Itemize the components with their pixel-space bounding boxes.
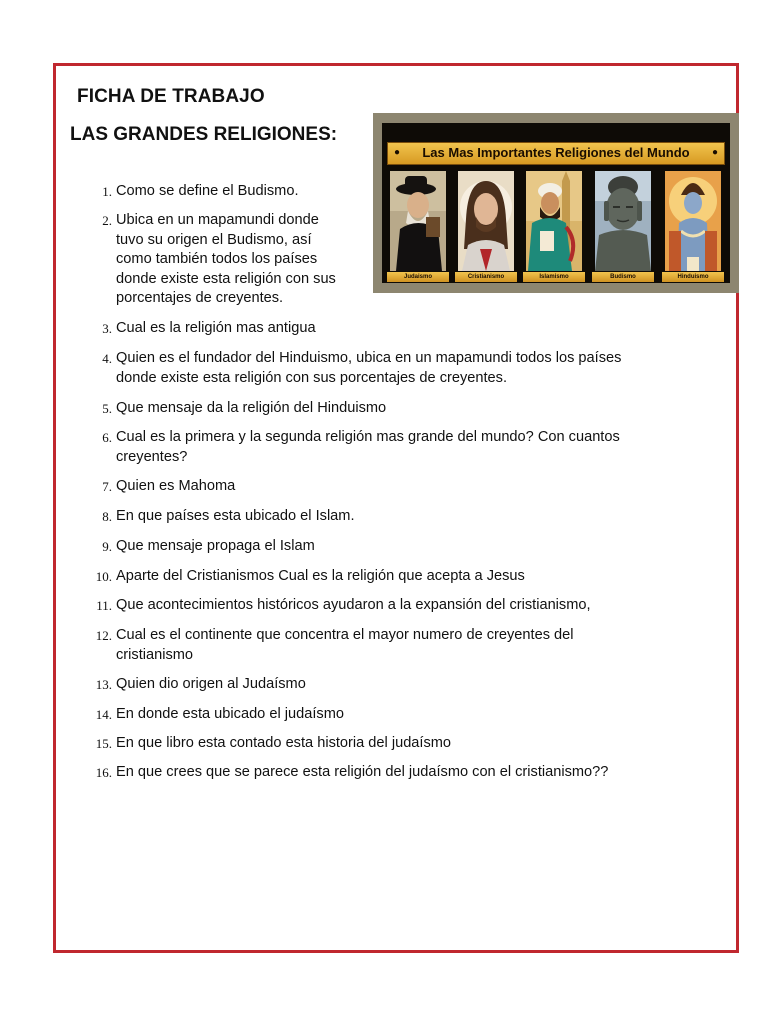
caption-budismo: [592, 272, 654, 282]
question-text: [116, 428, 730, 467]
islamic-figure-icon: [526, 171, 582, 271]
question-number: 7.: [102, 479, 112, 494]
question-text: Cual es la religión mas antigua: [116, 320, 316, 336]
question-number: 16.: [95, 765, 112, 780]
caption-text: Cristianismo: [467, 274, 505, 280]
question-text: Aparte del Cristianismos Cual es la religión que acepta a Jesus: [116, 568, 525, 584]
question-line: donde existe esta religión con sus porcentajes de creyentes.: [116, 369, 508, 386]
question-text: [116, 211, 360, 309]
question-text: Como se define el Budismo.: [116, 183, 299, 199]
question-line: como también todos los países: [116, 251, 318, 267]
question-number: 5.: [102, 401, 112, 416]
question-text: [116, 626, 730, 665]
question-number: 9.: [102, 539, 112, 554]
banner-title-text: Las Mas Importantes Religiones del Mundo: [422, 145, 690, 160]
question-line: tuvo su origen el Budismo, así: [116, 231, 312, 248]
caption-text: Islamismo: [539, 274, 569, 280]
question-number: 2.: [102, 213, 112, 228]
question-line: Ubica en un mapamundi donde: [116, 212, 319, 228]
question-line: cristianismo: [116, 646, 194, 663]
question-text: Que mensaje propaga el Islam: [116, 538, 315, 554]
caption-islamismo: [523, 272, 585, 282]
caption-hinduismo: [662, 272, 724, 282]
question-number: 8.: [102, 509, 112, 524]
question-number: 14.: [95, 707, 112, 722]
question-number: 11.: [96, 598, 112, 613]
question-line: Cual es la primera y la segunda religión mas grande del mundo? Con cuantos: [116, 429, 620, 445]
bullet-icon: ●: [711, 147, 718, 158]
banner-frame: [382, 123, 730, 283]
question-line: Quien es el fundador del Hinduismo, ubica en un mapamundi todos los países: [116, 350, 622, 366]
caption-text: Budismo: [610, 274, 636, 280]
question-text: Que acontecimientos históricos ayudaron a la expansión del cristianismo,: [116, 597, 591, 613]
question-line: donde existe esta religión con sus: [116, 270, 336, 287]
question-number: 1.: [102, 184, 112, 199]
question-number: 6.: [102, 430, 112, 445]
jesus-portrait-icon: [458, 171, 514, 271]
question-text: Quien es Mahoma: [116, 478, 236, 494]
question-line: creyentes?: [116, 448, 188, 465]
question-number: 15.: [95, 736, 112, 751]
rabbi-figure-icon: [390, 171, 446, 271]
question-text: [116, 349, 730, 388]
caption-judaismo: [387, 272, 449, 282]
question-line: porcentajes de creyentes.: [116, 290, 284, 306]
worksheet-title: FICHA DE TRABAJO: [77, 86, 265, 107]
question-number: 12.: [95, 628, 112, 643]
question-text: En que crees que se parece esta religión del judaísmo con el cristianismo??: [116, 764, 609, 780]
buddha-statue-icon: [595, 171, 651, 271]
bullet-icon: ●: [394, 147, 401, 158]
question-number: 3.: [102, 321, 112, 336]
question-text: En que libro esta contado esta historia del judaísmo: [116, 735, 452, 751]
caption-text: Judaismo: [403, 274, 432, 280]
question-text: En donde esta ubicado el judaísmo: [116, 706, 344, 722]
shiva-figure-icon: [665, 171, 721, 271]
banner-title: [387, 142, 725, 165]
question-text: Quien dio origen al Judaísmo: [116, 676, 306, 692]
worksheet-subtitle: LAS GRANDES RELIGIONES:: [70, 124, 338, 145]
question-text: En que países esta ubicado el Islam.: [116, 508, 355, 524]
question-number: 10.: [95, 569, 112, 584]
caption-cristianismo: [455, 272, 517, 282]
question-line: Cual es el continente que concentra el mayor numero de creyentes del: [116, 627, 574, 643]
question-number: 4.: [102, 351, 112, 366]
question-number: 13.: [95, 677, 112, 692]
question-text: Que mensaje da la religión del Hinduismo: [116, 400, 387, 416]
religions-banner-image: [373, 113, 739, 293]
caption-text: Hinduismo: [677, 274, 709, 280]
